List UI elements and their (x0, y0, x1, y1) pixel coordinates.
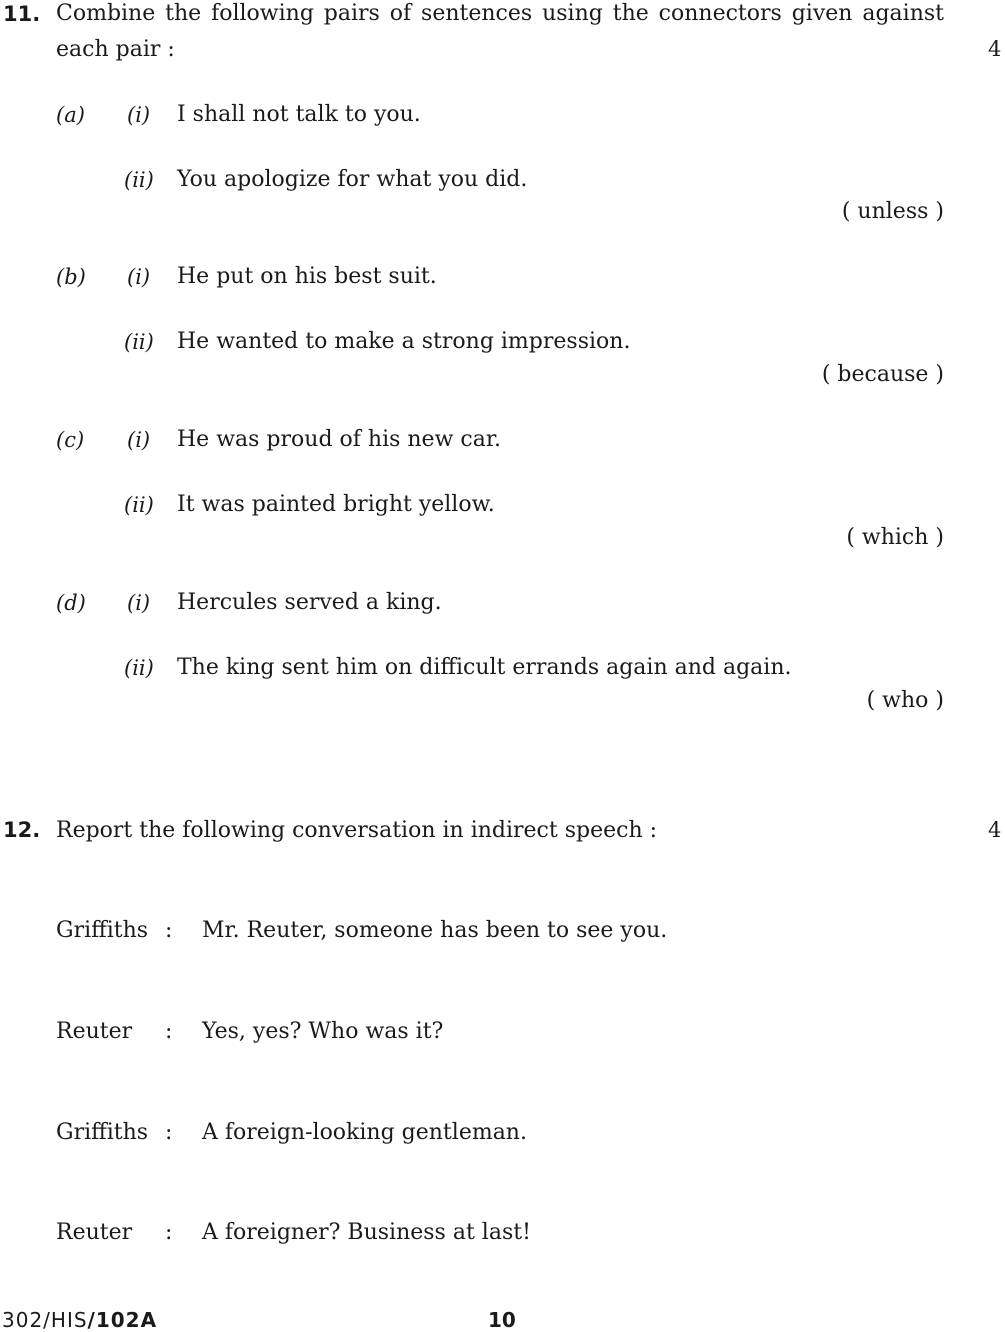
item-label: (b) (56, 265, 86, 289)
dialogue-colon: : (165, 1120, 173, 1145)
connector: ( unless ) (841, 199, 944, 224)
connector: ( which ) (846, 525, 944, 550)
question-instruction-continued: each pair : (56, 37, 175, 62)
dialogue-line: Yes, yes? Who was it? (202, 1019, 444, 1044)
question-instruction: Report the following conversation in indirect speech : (56, 818, 658, 843)
sentence-text: Hercules served a king. (177, 590, 442, 615)
sentence-text: He wanted to make a strong impression. (177, 329, 631, 354)
question-marks: 4 (988, 37, 1002, 61)
dialogue-speaker: Griffiths (56, 1120, 149, 1145)
sentence-label: (i) (127, 103, 151, 127)
question-number: 11. (3, 2, 41, 26)
page-number: 10 (488, 1308, 516, 1332)
paper-code-prefix: 302/HIS (2, 1308, 88, 1332)
item-label: (d) (56, 591, 86, 615)
item-label: (a) (56, 103, 85, 127)
connector: ( who ) (866, 688, 944, 713)
dialogue-colon: : (165, 1019, 173, 1044)
sentence-label: (ii) (124, 656, 154, 680)
sentence-text: You apologize for what you did. (177, 167, 528, 192)
dialogue-colon: : (165, 1220, 173, 1245)
item-label: (c) (56, 428, 85, 452)
dialogue-colon: : (165, 918, 173, 943)
sentence-label: (ii) (124, 168, 154, 192)
dialogue-speaker: Reuter (56, 1019, 133, 1044)
paper-code (2, 1308, 157, 1332)
dialogue-line: A foreign-looking gentleman. (202, 1120, 527, 1145)
sentence-text: He was proud of his new car. (177, 427, 501, 452)
dialogue-line: Mr. Reuter, someone has been to see you. (202, 918, 668, 943)
sentence-text: It was painted bright yellow. (177, 492, 495, 517)
sentence-label: (i) (127, 428, 151, 452)
paper-code-suffix: /102A (87, 1308, 158, 1332)
connector: ( because ) (821, 362, 944, 387)
sentence-text: The king sent him on difficult errands again and again. (177, 655, 792, 680)
sentence-text: He put on his best suit. (177, 264, 437, 289)
sentence-label: (ii) (124, 330, 154, 354)
question-instruction: Combine the following pairs of sentences using the connectors given against (56, 1, 944, 26)
dialogue-speaker: Griffiths (56, 918, 149, 943)
sentence-text: I shall not talk to you. (177, 102, 421, 127)
question-marks: 4 (988, 818, 1002, 842)
dialogue-line: A foreigner? Business at last! (202, 1220, 531, 1245)
sentence-label: (i) (127, 265, 151, 289)
sentence-label: (ii) (124, 493, 154, 517)
question-number: 12. (3, 818, 41, 842)
sentence-label: (i) (127, 591, 151, 615)
dialogue-speaker: Reuter (56, 1220, 133, 1245)
